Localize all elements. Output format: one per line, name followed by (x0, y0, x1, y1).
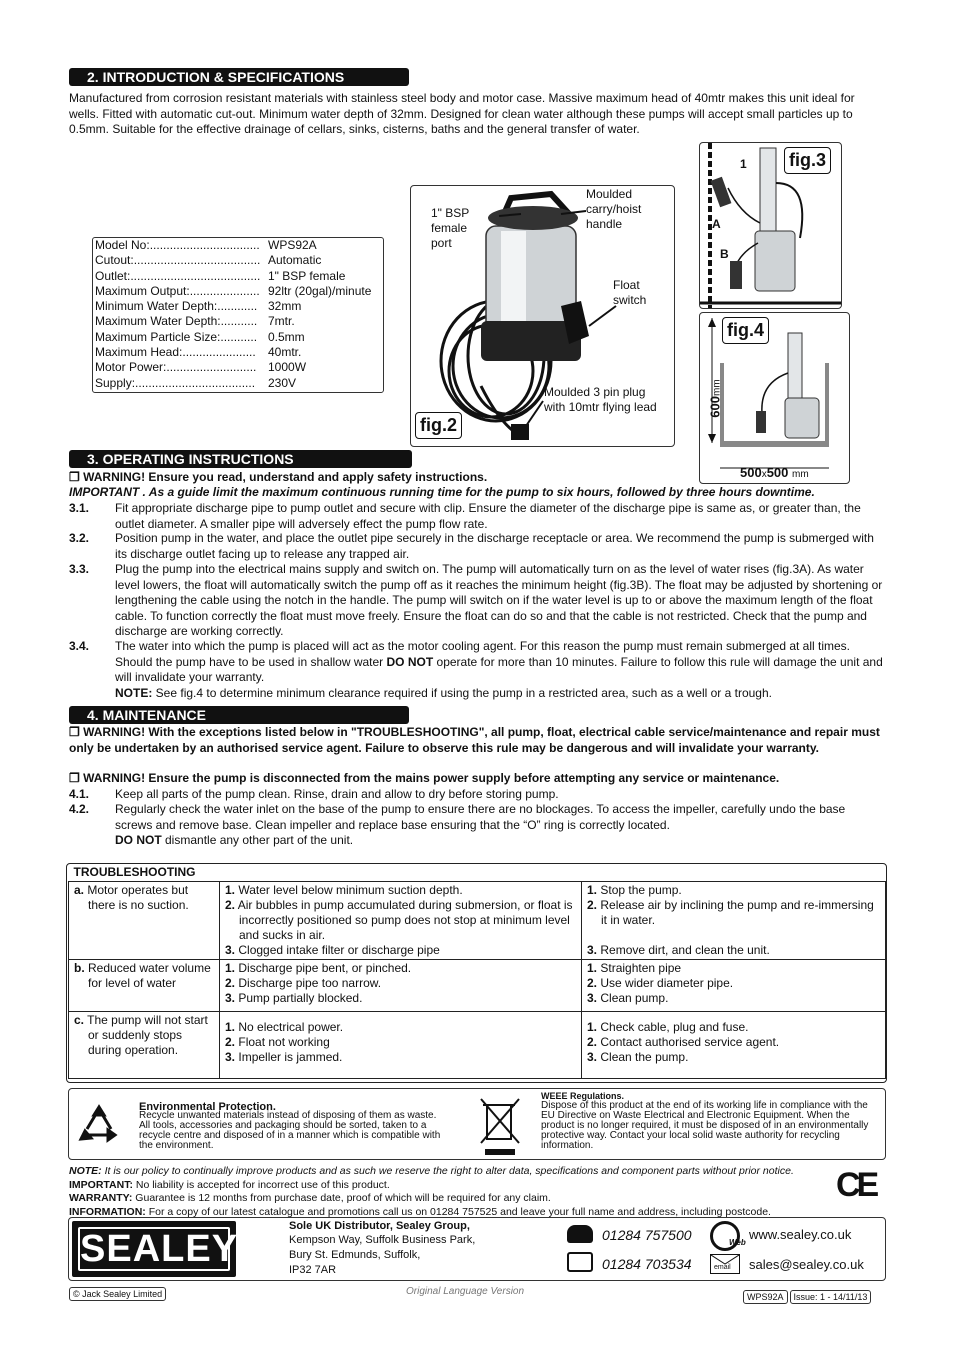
spec-label: Maximum Head:...................... (95, 345, 256, 360)
cause-item: 1. Discharge pipe bent, or pinched. (225, 961, 412, 975)
spec-row (95, 284, 381, 299)
spec-row (95, 314, 381, 329)
spec-row (95, 299, 381, 314)
recycle-icon (75, 1103, 123, 1151)
cause-item: 3. Clogged intake filter or discharge pipe (225, 943, 440, 957)
fig4-width-label: 500x500 mm (740, 465, 809, 480)
remedy-item: 1. Straighten pipe (587, 961, 682, 975)
maintenance-warning-1: ❐ WARNING! With the exceptions listed below in "TROUBLESHOOTING", all pump, float, electrical cable service/maintenance and repair must only be undertaken by an authorised service agent. Failure to observe this rule may be dangerous and will invalidate your warranty. (69, 725, 880, 755)
remedy-item: 2. Release air by inclining the pump and re-immersing it in water. (587, 898, 874, 927)
phone-number: 01284 757500 (602, 1227, 692, 1243)
cause-item: 3. Impeller is jammed. (225, 1050, 343, 1064)
remedy-item: 2. Contact authorised service agent. (587, 1035, 780, 1049)
remedy-item: 3. Clean pump. (587, 991, 669, 1005)
environment-text: Recycle unwanted materials instead of disposing of them as waste. All tools, accessories and packaging should be sorted, taken to a recycle centre and disposed of in a manner which is compatible with the environment. (139, 1110, 441, 1151)
sealey-logo: SEALEY (72, 1221, 236, 1277)
maintenance-warning-2: ❐ WARNING! Ensure the pump is disconnected from the mains power supply before attempting any service or maintenance. (69, 771, 780, 785)
cause-item: 2. Discharge pipe too narrow. (225, 976, 382, 990)
weee-title: WEEE Regulations. (541, 1091, 625, 1101)
spec-row (95, 330, 381, 345)
spec-value: 92ltr (20gal)/minute (268, 283, 372, 298)
cause-item: 2. Float not working (225, 1035, 330, 1049)
spec-label: Cutout:...................................... (95, 253, 261, 268)
spec-value: 1000W (268, 360, 307, 375)
spec-value: Automatic (268, 253, 322, 268)
spec-value: WPS92A (268, 238, 317, 252)
fig4-label: fig.4 (722, 317, 769, 344)
remedy-cell (582, 1012, 886, 1079)
remedy-cell (582, 960, 886, 1012)
fig2-port-label: 1" BSP female port (431, 206, 470, 250)
cause-item: 3. Pump partially blocked. (225, 991, 363, 1005)
fig2-float-label: Float switch (613, 278, 647, 307)
fig4-panel (699, 312, 850, 484)
cause-cell (220, 882, 582, 960)
remedy-item: 3. Clean the pump. (587, 1050, 689, 1064)
warranty-line: WARRANTY: Guarantee is 12 months from purchase date, proof of which will be required for any claim. (69, 1192, 551, 1204)
problem-cell: a. Motor operates but there is no suction. (69, 882, 220, 960)
environment-title: Environmental Protection. (139, 1101, 276, 1113)
remedy-item: 1. Check cable, plug and fuse. (587, 1020, 749, 1034)
fax-number: 01284 703534 (602, 1256, 692, 1272)
spec-table (92, 237, 384, 393)
fig3-marker-a: A (712, 217, 721, 231)
spec-label: Outlet:....................................... (95, 268, 261, 283)
spec-label: Maximum Water Depth:........... (95, 314, 258, 329)
spec-value: 230V (268, 375, 297, 390)
website-link[interactable]: www.sealey.co.uk (749, 1227, 852, 1242)
cause-item: 2. Air bubbles in pump accumulated during submersion, or float is incorrectly positioned so pump does not stop at minimum level and sucks in air. (225, 898, 573, 942)
operating-important: IMPORTANT . As a guide limit the maximum continuous running time for the pump to six hours, followed by three hours downtime. (69, 485, 815, 499)
spec-row (95, 345, 381, 360)
spec-value: 32mm (268, 299, 302, 314)
spec-label: Model No:................................. (95, 238, 260, 252)
copyright: © Jack Sealey Limited (69, 1287, 166, 1301)
operating-item-3-2: 3.2. Position pump in the water, and place the outlet pipe securely in the discharge receptacle or area. We recommend the pump is submerged with its discharge outlet facing up to release any trapped air. (69, 531, 874, 561)
fig2-label: fig.2 (415, 412, 462, 439)
spec-label: Maximum Particle Size:........... (95, 329, 258, 344)
remedy-item: 2. Use wider diameter pipe. (587, 976, 734, 990)
problem-cell: b. Reduced water volume for level of water (69, 960, 220, 1012)
troubleshooting-title: TROUBLESHOOTING (69, 864, 886, 882)
cause-cell (220, 1012, 582, 1079)
remedy-cell (582, 882, 886, 960)
fig3-panel (699, 142, 842, 309)
weee-text: Dispose of this product at the end of its working life in compliance with the EU Directive on Waste Electrical and Electronic Equipment. When the product is no longer required, it must be disposed of in an environmentally protective way. Contact your local solid waste authority for recycling information. (541, 1100, 869, 1151)
spec-value: 40mtr. (268, 345, 302, 360)
fig3-marker-1: 1 (740, 157, 747, 171)
model-tag: WPS92A (743, 1290, 788, 1304)
weee-bin-icon (477, 1095, 523, 1155)
fig2-handle-label: Moulded carry/hoist handle (586, 187, 642, 231)
document-id (743, 1290, 871, 1304)
spec-label: Maximum Output:..................... (95, 283, 260, 298)
spec-label: Motor Power:........................... (95, 360, 257, 375)
spec-row (95, 269, 381, 284)
section-title-operating: 3. OPERATING INSTRUCTIONS (69, 450, 412, 468)
environment-box (68, 1088, 886, 1160)
fig2-plug-label: Moulded 3 pin plug with 10mtr flying lead (544, 385, 657, 414)
email-link[interactable]: sales@sealey.co.uk (749, 1257, 864, 1272)
distributor-address: Kempson Way, Suffolk Business Park, Bury St. Edmunds, Suffolk, IP32 7AR (289, 1234, 476, 1276)
section-title-introduction: 2. INTRODUCTION & SPECIFICATIONS (69, 68, 409, 86)
table-row (69, 882, 886, 960)
spec-row (95, 238, 381, 253)
section-title-maintenance: 4. MAINTENANCE (69, 706, 409, 724)
contact-box (68, 1217, 886, 1281)
fig3-marker-b: B (720, 247, 729, 261)
fax-icon (567, 1252, 593, 1272)
operating-item-3-3: 3.3. Plug the pump into the electrical mains supply and switch on. The pump will automatically turn on as the level of water rises (fig.3A). As water level lowers, the float will automatically switch the pump off as it reaches the minimum height (fig.3B). The float may be adjusted by shortening or lengthening the cable using the notch in the handle. The pump will switch on if the water level is up to or above the maximum length of the float cable. To function correctly the float must move freely. Ensure the float can do so and that the cable is not restricted. Check that the pump and discharge are working correctly. (69, 562, 883, 638)
cause-item: 1. Water level below minimum suction depth. (225, 883, 463, 897)
table-row (69, 1012, 886, 1079)
spec-label: Minimum Water Depth:............ (95, 299, 258, 314)
maintenance-item-4-2: 4.2. Regularly check the water inlet on the base of the pump to ensure there are no blockages. To access the impeller, carefully undo the base screws and remove base. Clean impeller and replace base ensuring that the “O” ring is correctly located. DO NOT dismantle any other part of the unit. (69, 802, 846, 847)
distributor-name: Sole UK Distributor, Sealey Group, (289, 1220, 470, 1232)
phone-icon (567, 1225, 593, 1243)
note-line: NOTE: It is our policy to continually improve products and as such we reserve the right to alter data, specifications and component parts without prior notice. (69, 1165, 794, 1177)
cause-item: 1. No electrical power. (225, 1020, 344, 1034)
remedy-item: 1. Stop the pump. (587, 883, 682, 897)
troubleshooting-table (68, 864, 886, 1079)
information-line: INFORMATION: For a copy of our latest catalogue and promotions call us on 01284 757525 and leave your full name and address, including postcode. (69, 1206, 771, 1218)
operating-item-3-4: 3.4. The water into which the pump is placed will act as the motor cooling agent. For this reason the pump must remain submerged at all times. Should the pump have to be used in shallow water DO NOT operate for more than 10 minutes. Failure to follow this rule will damage the unit and will invalidate your warranty. NOTE: See fig.4 to determine minimum clearance required if using the pump in a restricted area, such as a well or a trough. (69, 639, 883, 700)
spec-row (95, 360, 381, 375)
remedy-item: 3. Remove dirt, and clean the unit. (587, 943, 770, 957)
email-icon: email (710, 1254, 740, 1274)
spec-value: 1" BSP female (268, 268, 346, 283)
maintenance-item-4-1: 4.1. Keep all parts of the pump clean. Rinse, drain and allow to dry before storing pump. (69, 787, 559, 801)
fig2-panel (410, 185, 675, 447)
problem-cell: c. The pump will not start or suddenly stops during operation. (69, 1012, 220, 1079)
spec-label: Supply:.................................... (95, 375, 256, 390)
intro-text: Manufactured from corrosion resistant materials with stainless steel body and motor case. Massive maximum head of 40mtr makes this unit ideal for wells. Fitted with automatic cut-out. Minimum water depth of 32mm. Designed for clean water although these pumps will accept small particles up to 0.5mm. Suitable for the effective drainage of cellars, sinks, cisterns, baths and the general transfer of water. (69, 91, 855, 136)
spec-row (95, 253, 381, 268)
cause-cell (220, 960, 582, 1012)
fig4-height-value: 600mm (707, 379, 723, 418)
language-version: Original Language Version (406, 1286, 525, 1297)
spec-row (95, 376, 381, 391)
web-tag: Web (729, 1238, 746, 1247)
fig3-label: fig.3 (784, 147, 831, 174)
spec-value: 7mtr. (268, 314, 295, 329)
operating-item-3-1: 3.1. Fit appropriate discharge pipe to pump outlet and secure with clip. Ensure the diameter of the discharge pipe is same as, or greater than, the outlet diameter. A smaller pipe will adversely effect the pump flow rate. (69, 501, 861, 531)
issue-tag: Issue: 1 - 14/11/13 (790, 1290, 872, 1304)
operating-warning: ❐ WARNING! Ensure you read, understand and apply safety instructions. (69, 470, 488, 484)
ce-mark: CE (836, 1166, 876, 1204)
table-row (69, 960, 886, 1012)
important-line: IMPORTANT: No liability is accepted for incorrect use of this product. (69, 1179, 390, 1191)
spec-value: 0.5mm (268, 329, 305, 344)
